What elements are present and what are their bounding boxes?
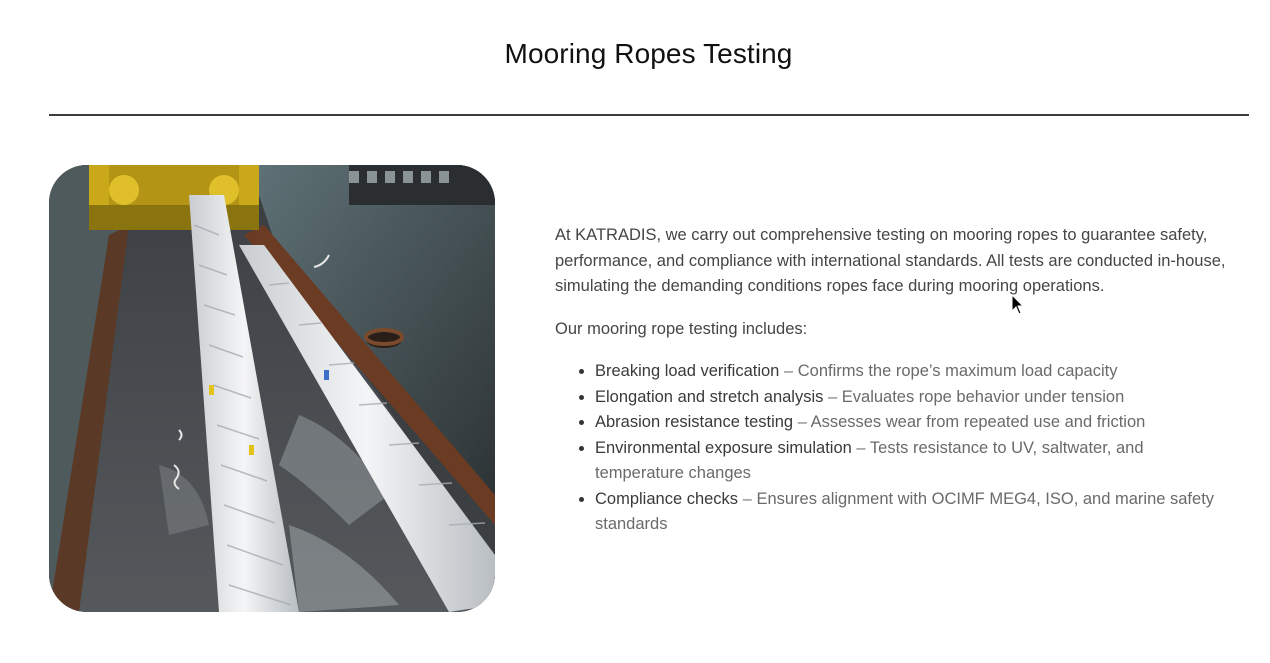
- feature-separator: –: [827, 387, 838, 406]
- page-title: Mooring Ropes Testing: [504, 38, 793, 69]
- list-item: [595, 487, 1230, 538]
- mouse-pointer-icon: [1011, 294, 1025, 316]
- section-divider: [49, 114, 1249, 116]
- feature-description: Assesses wear from repeated use and friction: [810, 413, 1146, 431]
- feature-description: Ensures alignment with OCIMF MEG4, ISO, and marine safety standards: [595, 489, 1215, 533]
- feature-name: Abrasion resistance testing: [595, 413, 794, 431]
- feature-separator: –: [797, 413, 807, 431]
- intro-paragraph: At KATRADIS, we carry out comprehensive testing on mooring ropes to guarantee safety, performance, and compliance with international standards. All tests are conducted in-house, simulating the demanding conditions ropes face during mooring operations.: [555, 226, 1226, 295]
- rope-testing-photo: [49, 165, 495, 612]
- feature-description: Evaluates rope behavior under tension: [841, 387, 1125, 406]
- feature-separator: –: [856, 438, 866, 457]
- feature-description: Tests resistance to UV, saltwater, and temperature changes: [595, 438, 1144, 482]
- feature-name: Compliance checks: [595, 489, 739, 508]
- feature-name: Breaking load verification: [595, 362, 780, 380]
- feature-separator: –: [783, 362, 794, 380]
- feature-name: Environmental exposure simulation: [595, 438, 852, 457]
- feature-separator: –: [742, 489, 752, 508]
- feature-name: Elongation and stretch analysis: [595, 387, 824, 406]
- list-item: [595, 385, 1230, 411]
- list-item: [595, 410, 1230, 436]
- testing-description: [555, 223, 1230, 538]
- list-item: [595, 359, 1230, 385]
- features-list: [555, 359, 1230, 538]
- features-lead: Our mooring rope testing includes:: [555, 319, 808, 338]
- feature-description: Confirms the rope’s maximum load capacity: [797, 362, 1118, 380]
- list-item: [595, 436, 1230, 487]
